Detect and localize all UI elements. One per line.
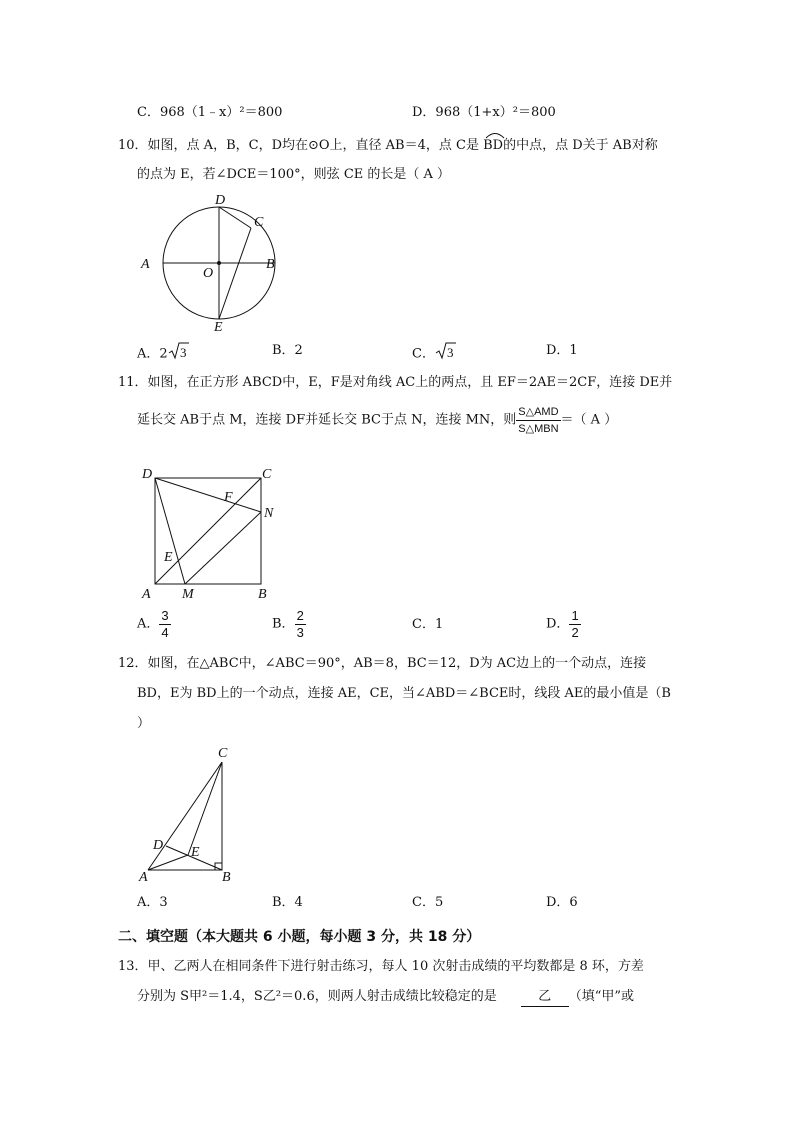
label-f: F [224,490,233,505]
fraction-numerator: S△AMD [516,404,560,421]
svg-text:3: 3 [446,345,454,360]
fraction-denominator: S△MBN [518,423,559,435]
q11-option-b-fraction [295,608,306,641]
label-e: E [214,320,223,335]
q13-text-line1: 13．甲、乙两人在相同条件下进行射击练习，每人 10 次射击成绩的平均数都是 8 环，方差 [118,959,644,974]
label-a: A [142,587,151,602]
q11-option-a [137,608,171,641]
q10-option-c [412,342,457,366]
q10-option-a-prefix: A．2 [137,346,168,362]
q10-option-d: D．1 [546,343,578,358]
label-m: M [182,587,194,602]
q13-answer-blank: 乙 [521,988,569,1007]
q12-text-line3: ） [137,716,151,731]
q12-text-line2: BD，E为 BD上的一个动点，连接 AE，CE，当∠ABD＝∠BCE时，线段 AE的最小值是（B [137,686,671,701]
diagonal-ac [155,478,261,584]
line-dn [155,478,261,512]
label-a: A [139,870,148,885]
line-mn [185,512,261,584]
label-b: B [266,257,275,272]
fraction-numerator: 1 [571,608,579,623]
segment-ce [188,762,222,855]
fraction-denominator: 2 [571,625,579,640]
q11-option-c: C．1 [412,617,444,632]
q11-option-a-fraction [159,608,170,641]
label-a: A [141,257,150,272]
sqrt-icon [168,342,190,366]
segment-ae [148,855,188,870]
q13-line2-prefix: 分别为 S甲²＝1.4，S乙²＝0.6，则两人射击成绩比较稳定的是 [137,989,497,1004]
q11-option-d-prefix: D． [546,616,570,632]
q11-area-fraction [516,404,560,437]
q11-text-line2 [137,404,617,437]
q10-text-line2: 的点为 E，若∠DCE＝100°，则弦 CE 的长是（ A ） [137,167,451,182]
label-e: E [191,845,200,860]
center-dot [217,261,221,265]
fraction-denominator: 3 [296,625,304,640]
sqrt-icon [435,342,457,366]
line-dm [155,478,185,584]
q10-option-c-prefix: C． [412,346,435,362]
q10-circle-figure [135,188,285,336]
q13-text-line2 [137,988,634,1007]
q11-square-figure [138,462,288,602]
q12-option-b: B．4 [272,895,303,910]
q11-line2-prefix: 延长交 AB于点 M，连接 DF并延长交 BC于点 N，连接 MN，则 [137,412,517,428]
q9-option-d: D．968（1+x）²＝800 [412,105,556,120]
label-b: B [258,587,267,602]
q11-option-b [272,608,306,641]
fraction-numerator: 3 [161,608,169,623]
q12-option-a: A．3 [137,895,168,910]
fraction-denominator: 4 [161,625,169,640]
chord-dc [219,207,251,228]
q11-text-line1: 11．如图，在正方形 ABCD中，E，F是对角线 AC上的两点，且 EF＝2AE＝2CF，连接 DE并 [118,375,673,390]
q10-text-line1: 10．如图，点 A，B，C，D均在⊙O上，直径 AB＝4，点 C是 BD的中点，点 D关于 AB对称 [118,138,658,153]
q11-option-d-fraction [569,608,580,641]
label-b: B [222,870,231,885]
label-c: C [218,746,228,761]
label-o: O [203,266,214,281]
q13-line2-suffix: （填“甲”或 [568,989,635,1004]
label-c: C [262,467,272,482]
q12-text-line1: 12．如图，在△ABC中，∠ABC＝90°，AB＝8，BC＝12，D为 AC边上的一个动点，连接 [118,656,647,671]
label-d: D [153,838,164,853]
label-n: N [264,506,274,521]
label-d: D [142,467,153,482]
label-c: C [254,215,264,230]
svg-text:3: 3 [179,345,187,360]
q11-option-b-prefix: B． [272,616,295,632]
q10-option-b: B．2 [272,343,303,358]
q12-option-d: D．6 [546,895,578,910]
q10-arc-mark [484,128,506,143]
q11-option-d [546,608,581,641]
q11-line2-suffix: ＝（ A ） [560,412,618,428]
q12-triangle-figure [136,740,246,885]
q9-option-c: C．968（1﹣x）²＝800 [137,105,283,120]
fraction-numerator: 2 [296,608,304,623]
label-e: E [164,550,173,565]
q12-option-c: C．5 [412,895,444,910]
section-two-heading: 二、填空题（本大题共 6 小题，每小题 3 分，共 18 分） [118,929,481,945]
q10-option-a [137,342,190,366]
chord-ce [219,228,251,319]
label-d: D [215,193,226,208]
q11-option-a-prefix: A． [137,616,160,632]
